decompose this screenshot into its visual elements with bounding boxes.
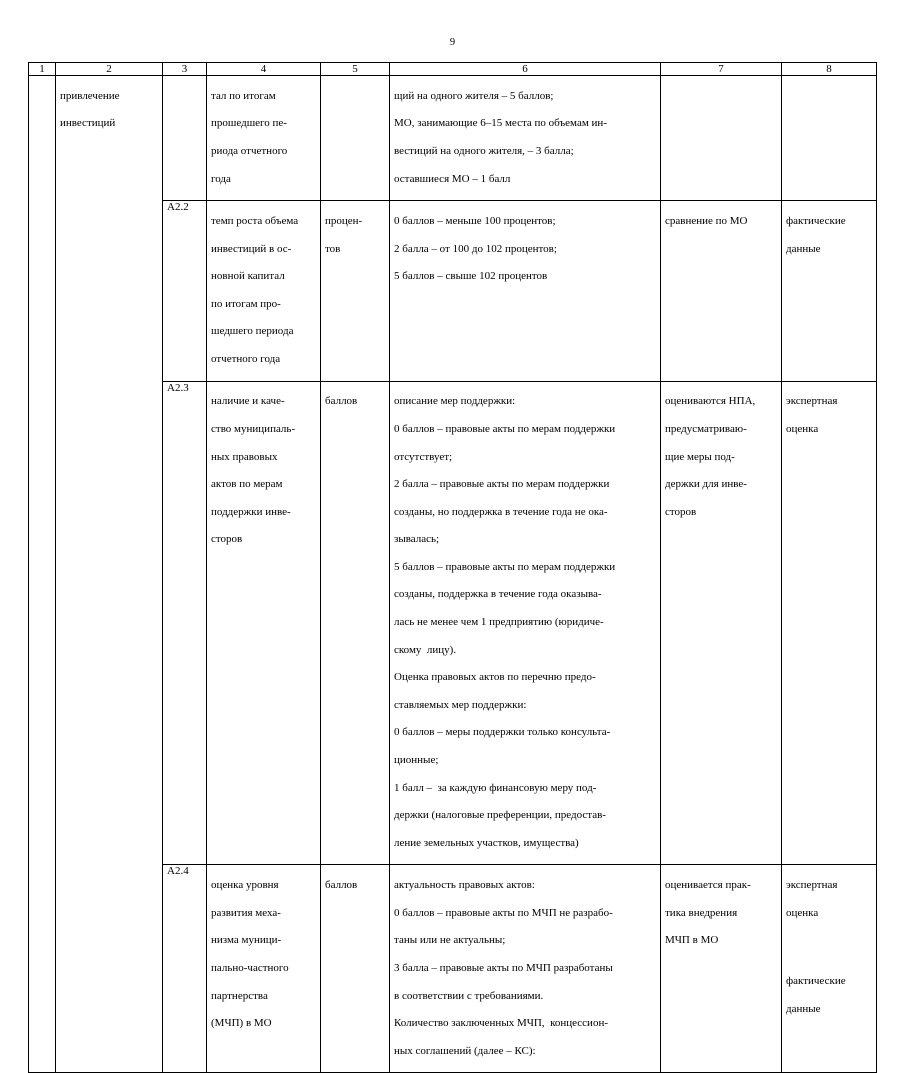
- cell-line: баллов: [325, 879, 358, 892]
- table-cell-indicator: [207, 865, 321, 1073]
- table-cell-unit: [321, 381, 390, 865]
- header-row: [29, 63, 877, 76]
- table-cell-code: А2.4: [163, 865, 207, 1073]
- table-cell-method: [390, 76, 661, 201]
- header-cell: 3: [163, 63, 207, 76]
- table-cell-indicator: [207, 381, 321, 865]
- cell-line: тал по итогам: [211, 89, 276, 102]
- cell-line: наличие и каче-: [211, 395, 285, 408]
- cell-line: Оценка правовых актов по перечню предо-: [394, 671, 596, 684]
- cell-line: описание мер поддержки:: [394, 395, 516, 408]
- cell-line: лась не менее чем 1 предприятию (юридиче-: [394, 616, 604, 629]
- cell-line: предусматриваю-: [665, 422, 747, 435]
- table-cell-method: [390, 201, 661, 381]
- cell-line: 3 балла – правовые акты по МЧП разработаны: [394, 962, 613, 974]
- cell-line: фактические: [786, 975, 846, 988]
- cell-line: скому лицу).: [394, 643, 457, 656]
- cell-line: темп роста объема: [211, 214, 299, 227]
- cell-line: держки (налоговые преференции, предостав-: [394, 809, 606, 822]
- table-cell-method: [390, 381, 661, 865]
- table-cell-unit: [321, 76, 390, 201]
- cell-line: новной капитал: [211, 270, 285, 283]
- table-cell-code: [163, 76, 207, 201]
- cell-line: сторов: [211, 533, 243, 546]
- cell-line: 2 балла – от 100 до 102 процентов;: [394, 242, 557, 255]
- cell-line: 0 баллов – меньше 100 процентов;: [394, 214, 556, 227]
- cell-line: оцениваются НПА,: [665, 395, 756, 408]
- cell-line: оставшиеся МО – 1 балл: [394, 172, 511, 185]
- cell-line: тов: [325, 242, 341, 255]
- cell-line: ставляемых мер поддержки:: [394, 698, 527, 711]
- cell-line: тика внедрения: [665, 906, 738, 919]
- table-cell-note: [661, 76, 782, 201]
- table-cell-unit: [321, 865, 390, 1073]
- table-cell-method: [390, 865, 661, 1073]
- cell-line: развития меха-: [211, 906, 281, 919]
- cell-line: ство муниципаль-: [211, 422, 296, 435]
- cell-line: актуальность правовых актов:: [394, 879, 535, 892]
- cell-line: партнерства: [211, 989, 268, 1002]
- cell-line: риода отчетного: [211, 144, 288, 157]
- cell-line: экспертная: [786, 395, 838, 408]
- cell-line: ление земельных участков, имущества): [394, 836, 579, 849]
- table-cell-note: [661, 201, 782, 381]
- table-row: [29, 76, 877, 201]
- cell-line: в соответствии с требованиями.: [394, 989, 544, 1002]
- criteria-table: [28, 62, 877, 1073]
- cell-line: экспертная: [786, 879, 838, 892]
- cell-line: отчетного года: [211, 352, 281, 365]
- header-cell: 6: [390, 63, 661, 76]
- cell-line: МО, занимающие 6–15 места по объемам ин-: [394, 117, 607, 130]
- table-cell-unit: [321, 201, 390, 381]
- cell-line: (МЧП) в МО: [211, 1017, 272, 1030]
- table-cell-note: [661, 865, 782, 1073]
- cell-line: держки для инве-: [665, 478, 747, 491]
- cell-line: инвестиций в ос-: [211, 242, 292, 255]
- cell-line: таны или не актуальны;: [394, 934, 506, 947]
- header-cell: 7: [661, 63, 782, 76]
- table-cell-source: [782, 76, 877, 201]
- cell-spacer: [786, 934, 872, 961]
- cell-line: поддержки инве-: [211, 505, 291, 518]
- table-cell-code: А2.3: [163, 381, 207, 865]
- cell-line: оценивается прак-: [665, 879, 751, 892]
- cell-line: прошедшего пе-: [211, 117, 287, 130]
- header-cell: 8: [782, 63, 877, 76]
- cell-line: привлечение: [60, 89, 120, 102]
- table-cell-note: [661, 381, 782, 865]
- cell-line: вестиций на одного жителя, – 3 балла;: [394, 144, 574, 157]
- header-cell: 1: [29, 63, 56, 76]
- cell-line: 5 баллов – свыше 102 процентов: [394, 270, 548, 283]
- cell-line: 0 баллов – правовые акты по мерам поддержки: [394, 422, 616, 435]
- table-cell-indicator: [207, 76, 321, 201]
- cell-line: 0 баллов – меры поддержки только консульта-: [394, 726, 611, 739]
- cell-line: зывалась;: [394, 533, 440, 546]
- header-cell: 5: [321, 63, 390, 76]
- cell-line: 2 балла – правовые акты по мерам поддержки: [394, 478, 610, 491]
- cell-line: баллов: [325, 395, 358, 408]
- table-cell-indicator-group: [56, 76, 163, 1073]
- cell-line: Количество заключенных МЧП, концессион-: [394, 1017, 608, 1030]
- cell-line: актов по мерам: [211, 478, 283, 491]
- cell-line: 1 балл – за каждую финансовую меру под-: [394, 781, 597, 794]
- cell-line: щие меры под-: [665, 450, 735, 463]
- cell-line: фактические: [786, 214, 846, 227]
- cell-line: оценка уровня: [211, 879, 279, 892]
- cell-line: 5 баллов – правовые акты по мерам поддержки: [394, 560, 616, 573]
- cell-line: ных правовых: [211, 450, 278, 463]
- cell-line: сравнение по МО: [665, 214, 748, 227]
- header-cell: 4: [207, 63, 321, 76]
- cell-line: 0 баллов – правовые акты по МЧП не разрабо-: [394, 906, 613, 919]
- cell-line: отсутствует;: [394, 450, 453, 463]
- cell-line: ционные;: [394, 754, 439, 767]
- cell-line: оценка: [786, 422, 819, 435]
- cell-line: шедшего периода: [211, 325, 294, 338]
- header-cell: 2: [56, 63, 163, 76]
- table-cell-source: [782, 381, 877, 865]
- cell-line: года: [211, 172, 231, 185]
- cell-line: по итогам про-: [211, 297, 281, 310]
- cell-line: данные: [786, 1002, 821, 1015]
- cell-line: созданы, поддержка в течение года оказыва-: [394, 588, 602, 601]
- cell-line: ных соглашений (далее – КС):: [394, 1044, 536, 1057]
- page-number: 9: [449, 37, 456, 48]
- cell-line: сторов: [665, 505, 697, 518]
- table-cell-code: А2.2: [163, 201, 207, 381]
- cell-line: низма муници-: [211, 934, 282, 947]
- table-cell-source: [782, 865, 877, 1073]
- cell-line: инвестиций: [60, 117, 116, 130]
- table-cell-indicator: [207, 201, 321, 381]
- table-cell-source: [782, 201, 877, 381]
- cell-line: данные: [786, 242, 821, 255]
- cell-line: щий на одного жителя – 5 баллов;: [394, 89, 554, 102]
- cell-line: оценка: [786, 906, 819, 919]
- cell-line: созданы, но поддержка в течение года не ока-: [394, 505, 608, 518]
- table-cell-col1: [29, 76, 56, 1073]
- cell-line: процен-: [325, 214, 363, 227]
- cell-line: пально-частного: [211, 962, 289, 974]
- cell-line: МЧП в МО: [665, 934, 719, 947]
